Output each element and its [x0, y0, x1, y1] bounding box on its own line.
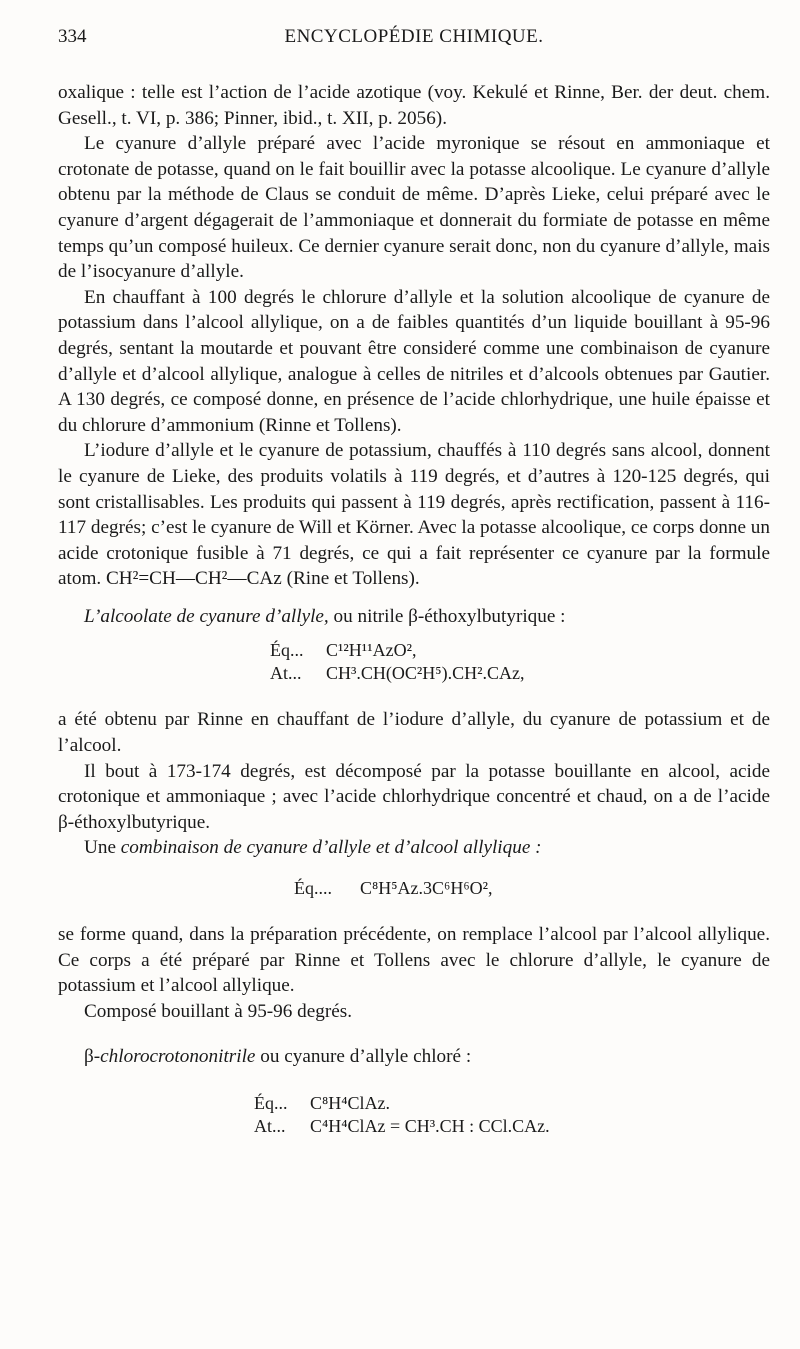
formula-at-value: C⁴H⁴ClAz = CH³.CH : CCl.CAz. — [310, 1116, 550, 1136]
section-alcoolate-heading — [58, 604, 770, 630]
section-combinaison-prefix: Une — [84, 837, 121, 859]
page-header — [58, 22, 770, 52]
section-chloro-subtitle: ou cyanure d’allyle chloré : — [255, 1046, 472, 1068]
formula-eq-value: C⁸H⁵Az.3C⁶H⁶O², — [360, 878, 493, 899]
section-alcoolate-subtitle: ou nitrile β-éthoxylbutyrique : — [328, 605, 566, 627]
formula-at-label: At... — [254, 1116, 286, 1136]
formula-chloro — [58, 1092, 770, 1138]
section-chloro-heading — [58, 1044, 770, 1070]
formula-eq-label: Éq... — [270, 640, 304, 661]
formula-eq-label: Éq... — [254, 1093, 288, 1113]
body-text — [58, 80, 770, 1138]
paragraph-continuation: oxalique : telle est l’action de l’acide azotique (voy. Kekulé et Rinne, Ber. der deut. chem. Gesell., t. VI, p. 386; Pinner, ibid., t. XII, p. 2056). — [58, 82, 770, 129]
section-chloro-prefix: β- — [84, 1046, 101, 1068]
formula-eq-value: C⁸H⁴ClAz. — [310, 1093, 391, 1113]
formula-at-value: CH³.CH(OC²H⁵).CH².CAz, — [326, 663, 525, 684]
paragraph-compose: Composé bouillant à 95-96 degrés. — [84, 1000, 353, 1022]
section-combinaison-heading — [58, 835, 770, 861]
page-number: 334 — [58, 26, 87, 47]
formula-eq-value: C¹²H¹¹AzO², — [326, 640, 417, 661]
formula-at-label: At... — [270, 663, 302, 684]
paragraph-iodure: L’iodure d’allyle et le cyanure de potassium, chauffés à 110 degrés sans alcool, donnent le cyanure de Lieke, des produits volatils à 119 degrés, et d’autres à 120-125 degrés, qui sont cristallisables. Les produits qui passent à 119 degrés, après rectification, passent à 116-117 degrés; c’est le cyanure de Will et Körner. Avec la potasse alcoolique, ce corps donne un acide crotonique fusible à 71 degrés, ce qui a fait représenter ce cyanure par la formule atom. CH²=CH—CH²—CAz (Rine et Tollens). — [58, 440, 770, 590]
formula-alcoolate — [58, 639, 770, 685]
paragraph-chlorure: En chauffant à 100 degrés le chlorure d’allyle et la solution alcoolique de cyanure de potassium dans l’alcool allylique, on a de faibles quantités d’un liquide bouillant à 95-96 degrés, sentant la moutarde et pouvant être consideré comme une combinaison de cyanure d’allyle et d’alcool allylique, analogue à celles de nitriles et d’alcools obtenues par Gautier. A 130 degrés, ce composé donne, en présence de l’acide chlorhydrique, une huile épaisse et du chlorure d’ammonium (Rinne et Tollens). — [58, 286, 770, 436]
paragraph-bout: Il bout à 173-174 degrés, est décomposé par la potasse bouillante en alcool, acide crotonique et ammoniaque ; avec l’acide chlorhydrique concentré et chaud, on a de l’acide β-éthoxylbutyrique. — [58, 760, 770, 833]
paragraph-rinne: a été obtenu par Rinne en chauffant de l’iodure d’allyle, du cyanure de potassium et de l’alcool. — [58, 709, 770, 757]
section-combinaison-title: combinaison de cyanure d’allyle et d’alcool allylique : — [120, 837, 542, 859]
section-chloro-title: chlorocrotononitrile — [100, 1046, 256, 1068]
running-title: ENCYCLOPÉDIE CHIMIQUE. — [284, 26, 544, 47]
paragraph-forme: se forme quand, dans la préparation précédente, on remplace l’alcool par l’alcool allylique. Ce corps a été préparé par Rinne et Tollens avec le chlorure d’allyle, le cyanure de potassium et l’alcool allylique. — [58, 924, 770, 997]
formula-eq-label: Éq.... — [294, 878, 332, 899]
formula-combinaison — [58, 877, 770, 900]
section-alcoolate-title: L’alcoolate de cyanure d’allyle, — [84, 605, 329, 627]
paragraph-myronic: Le cyanure d’allyle préparé avec l’acide myronique se résout en ammoniaque et crotonate de potasse, quand on le fait bouillir avec la potasse alcoolique. Le cyanure d’allyle obtenu par la méthode de Claus se conduit de même. D’après Lieke, celui préparé avec le cyanure d’argent dégagerait de l’ammoniaque et donnerait du formiate de potasse en même temps qu’un composé huileux. Ce dernier cyanure serait donc, non du cyanure d’allyle, mais de l’isocyanure d’allyle. — [58, 133, 770, 283]
